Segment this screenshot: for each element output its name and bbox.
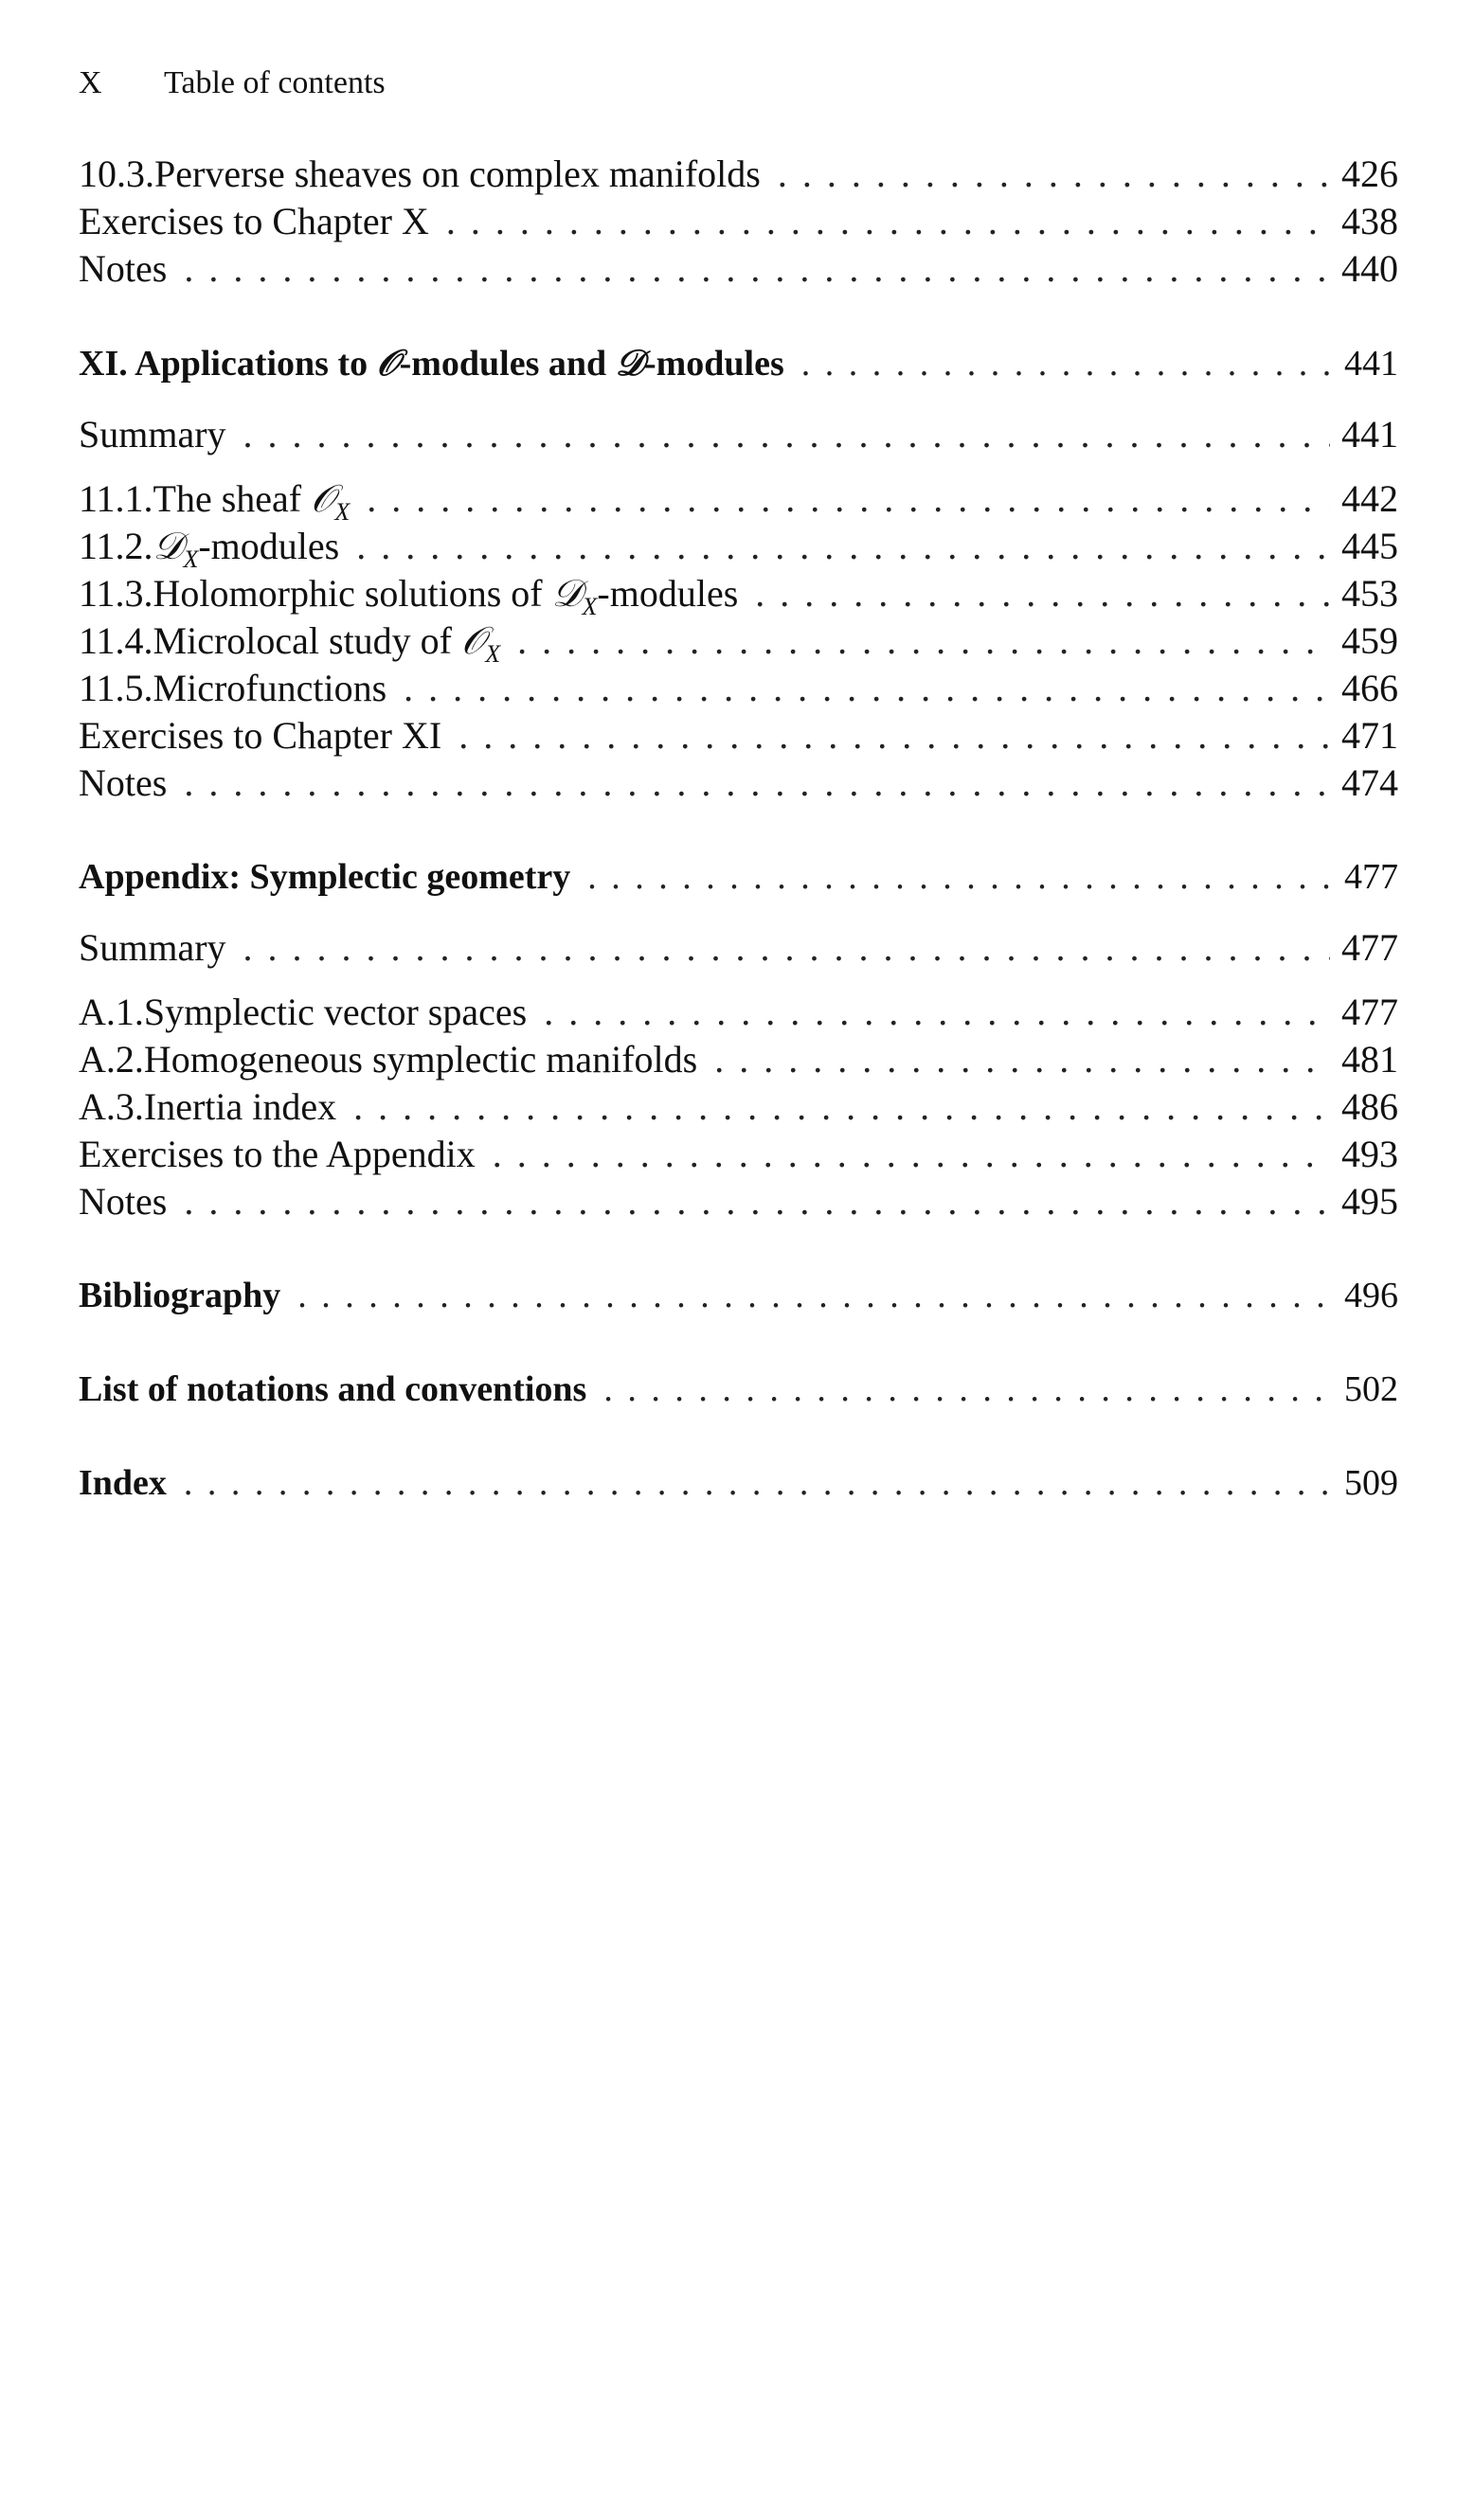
entry-number: A.1. (79, 991, 144, 1033)
toc-entry[interactable] (79, 666, 1398, 711)
dot-leader (184, 246, 1330, 292)
toc-entry[interactable] (79, 1037, 1398, 1082)
toc-entry[interactable] (79, 246, 1398, 292)
toc-entry[interactable] (79, 152, 1398, 197)
entry-page: 440 (1341, 247, 1398, 290)
entry-page: 502 (1344, 1369, 1398, 1409)
dot-leader (493, 1132, 1330, 1177)
toc-entry[interactable] (79, 1132, 1398, 1177)
dot-leader (297, 1273, 1333, 1318)
toc-entry[interactable] (79, 1179, 1398, 1224)
dot-leader (184, 1179, 1330, 1224)
sheaf-d-symbol: 𝒟 (551, 572, 583, 615)
toc-entry[interactable] (79, 713, 1398, 759)
entry-title: Exercises to Chapter XI (79, 714, 442, 757)
dot-leader (184, 1460, 1333, 1506)
entry-title: Exercises to Chapter X (79, 200, 429, 242)
entry-title: Homogeneous symplectic manifolds (143, 1038, 698, 1081)
entry-number: 10.3. (79, 152, 154, 195)
entry-title: Exercises to the Appendix (79, 1133, 476, 1175)
entry-title: Microfunctions (153, 667, 387, 709)
running-head (79, 64, 386, 102)
entry-page: 509 (1344, 1463, 1398, 1503)
entry-page: 459 (1341, 619, 1398, 662)
toc-entry[interactable] (79, 618, 1398, 668)
entry-title: Index (79, 1463, 167, 1503)
dot-leader (544, 990, 1330, 1035)
sheaf-d-symbol: 𝒟 (615, 344, 644, 384)
running-head-title: Table of contents (164, 65, 386, 100)
sheaf-d-symbol: 𝒟 (153, 525, 184, 567)
toc-chapter-heading[interactable] (79, 1273, 1398, 1318)
entry-title: Symplectic vector spaces (143, 991, 528, 1033)
toc-chapter-heading[interactable] (79, 854, 1398, 900)
dot-leader (587, 854, 1333, 900)
running-head-page-label: X (79, 65, 102, 100)
entry-page: 477 (1341, 926, 1398, 969)
entry-page: 453 (1341, 572, 1398, 615)
entry-number: A.2. (79, 1038, 144, 1081)
toc-entry[interactable] (79, 476, 1398, 526)
entry-page: 441 (1341, 413, 1398, 456)
toc-chapter-heading[interactable] (79, 1367, 1398, 1412)
title-part: Holomorphic solutions of (153, 572, 552, 615)
subscript: X (334, 498, 351, 526)
toc-entry[interactable] (79, 524, 1398, 573)
entry-page: 495 (1341, 1180, 1398, 1223)
entry-title: Inertia index (143, 1085, 337, 1128)
entry-number: 11.4. (79, 619, 153, 662)
subscript: X (183, 545, 199, 573)
toc-entry[interactable] (79, 925, 1398, 971)
title-part: The sheaf (153, 477, 312, 520)
title-part: -modules (597, 572, 739, 615)
entry-title: Notes (79, 761, 168, 804)
entry-page: 471 (1341, 714, 1398, 757)
sheaf-o-symbol: 𝒪 (461, 619, 486, 662)
title-part: -modules (643, 344, 784, 384)
toc-entry[interactable] (79, 412, 1398, 457)
toc-entry[interactable] (79, 760, 1398, 806)
entry-title: Notes (79, 1180, 168, 1223)
sheaf-o-symbol: 𝒪 (311, 477, 335, 520)
entry-title: Summary (79, 413, 226, 456)
dot-leader (778, 152, 1330, 197)
entry-title (79, 341, 784, 386)
dot-leader (517, 618, 1330, 664)
title-part: Microlocal study of (153, 619, 462, 662)
entry-title (153, 524, 340, 573)
entry-title: Summary (79, 926, 226, 969)
toc-entry[interactable] (79, 1084, 1398, 1130)
dot-leader (714, 1037, 1330, 1082)
dot-leader (755, 571, 1330, 617)
dot-leader (243, 925, 1330, 971)
toc-chapter-heading[interactable] (79, 341, 1398, 386)
dot-leader (353, 1084, 1330, 1130)
title-part: -modules (198, 525, 340, 567)
entry-page: 426 (1341, 152, 1398, 195)
entry-page: 496 (1344, 1276, 1398, 1315)
toc-entry[interactable] (79, 199, 1398, 244)
entry-page: 474 (1341, 761, 1398, 804)
entry-title (153, 618, 501, 668)
dot-leader (458, 713, 1330, 759)
dot-leader (356, 524, 1330, 569)
title-part: XI. Applications to (79, 344, 377, 384)
entry-number: A.3. (79, 1085, 144, 1128)
entry-number: 11.3. (79, 572, 153, 615)
entry-number: 11.1. (79, 477, 153, 520)
subscript: X (485, 640, 501, 668)
toc-entry[interactable] (79, 571, 1398, 620)
entry-number: 11.2. (79, 525, 153, 567)
dot-leader (184, 760, 1330, 806)
entry-page: 438 (1341, 200, 1398, 242)
dot-leader (367, 476, 1330, 522)
entry-title (153, 476, 351, 526)
dot-leader (801, 341, 1333, 386)
entry-title: Perverse sheaves on complex manifolds (154, 152, 761, 195)
sheaf-o-symbol: 𝒪 (376, 344, 400, 384)
dot-leader (446, 199, 1330, 244)
entry-page: 441 (1344, 344, 1398, 384)
entry-page: 466 (1341, 667, 1398, 709)
entry-title: Appendix: Symplectic geometry (79, 857, 571, 897)
title-part: -modules and (399, 344, 616, 384)
entry-page: 477 (1344, 857, 1398, 897)
entry-page: 486 (1341, 1085, 1398, 1128)
toc-entry[interactable] (79, 990, 1398, 1035)
toc-chapter-heading[interactable] (79, 1460, 1398, 1506)
entry-number: 11.5. (79, 667, 153, 709)
entry-page: 445 (1341, 525, 1398, 567)
subscript: X (582, 593, 598, 620)
entry-title: Bibliography (79, 1276, 281, 1315)
entry-page: 442 (1341, 477, 1398, 520)
dot-leader (404, 666, 1330, 711)
entry-page: 477 (1341, 991, 1398, 1033)
entry-title: Notes (79, 247, 168, 290)
entry-title: List of notations and conventions (79, 1369, 587, 1409)
entry-title (153, 571, 739, 620)
entry-page: 481 (1341, 1038, 1398, 1081)
entry-page: 493 (1341, 1133, 1398, 1175)
dot-leader (603, 1367, 1333, 1412)
dot-leader (243, 412, 1330, 457)
